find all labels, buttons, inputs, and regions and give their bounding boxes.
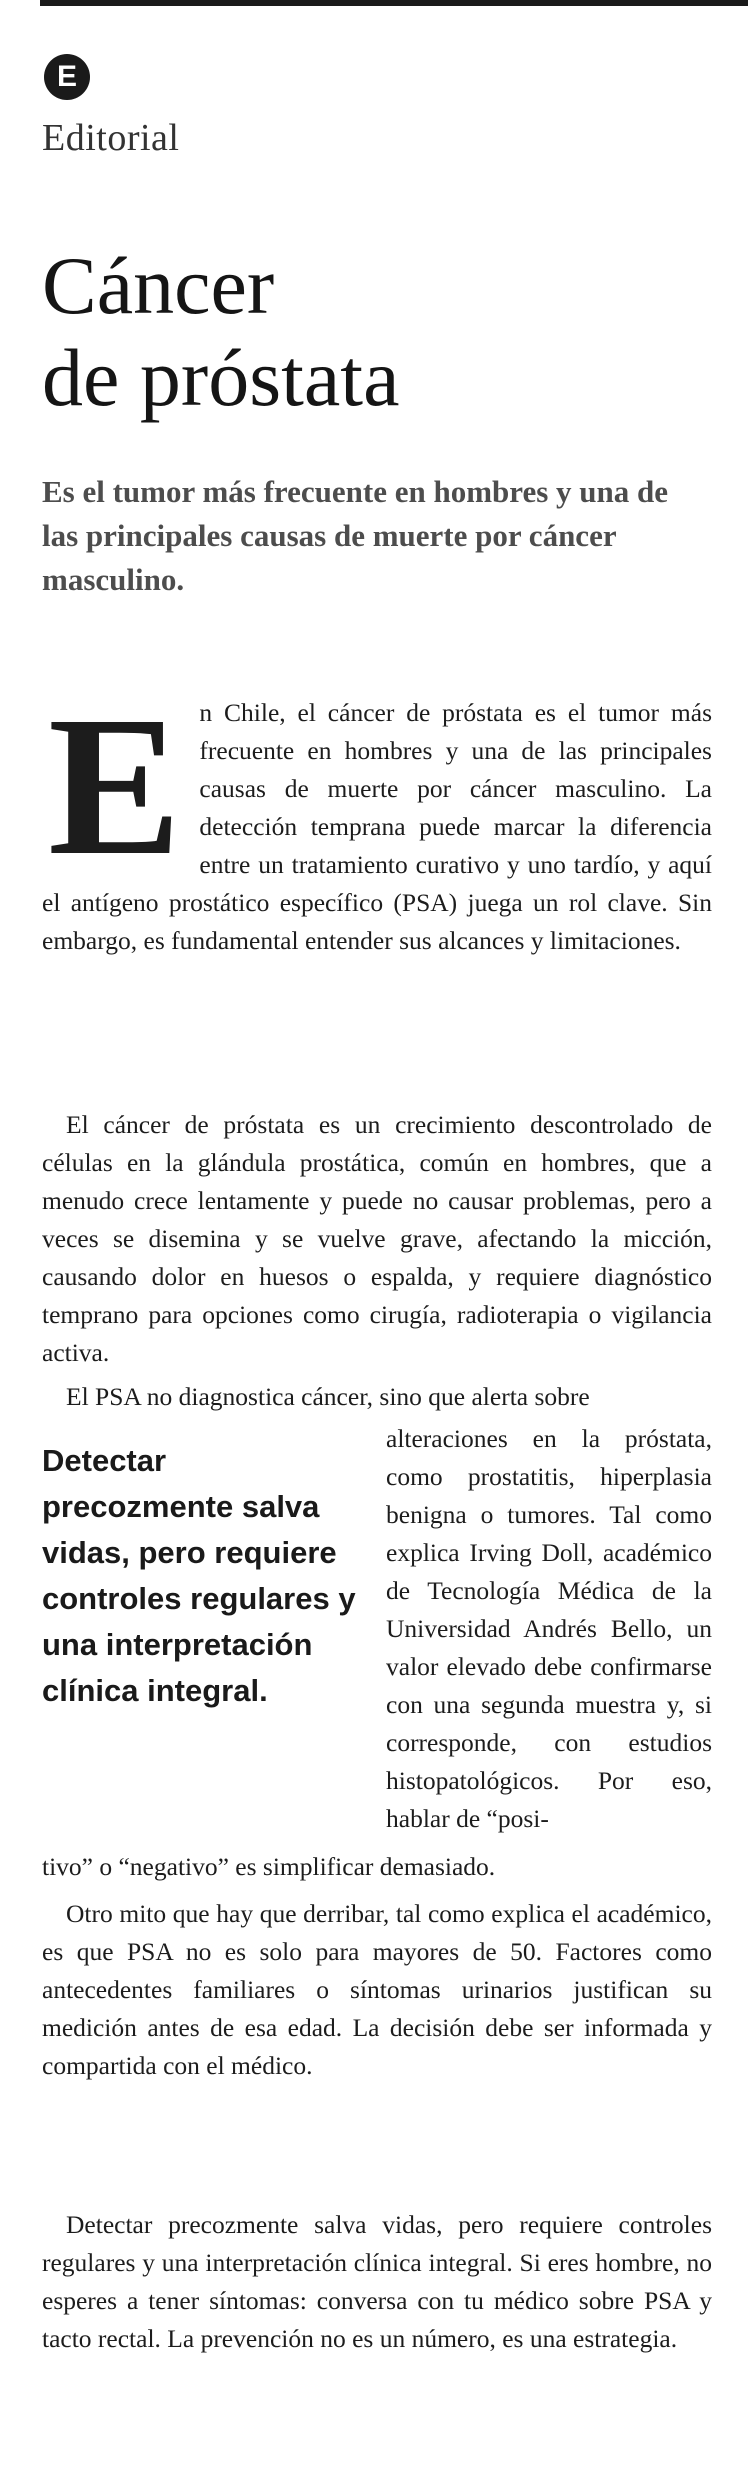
title-line-1: Cáncer bbox=[42, 240, 275, 331]
article-title bbox=[42, 240, 399, 424]
editorial-badge-icon: E bbox=[44, 54, 90, 100]
paragraph-2: El cáncer de próstata es un crecimiento descontrolado de células en la glándula prostática, común en hombres, que a menudo crece lentamente y puede no causar problemas, pero a veces se disemina y se vuelve grave, afectando la micción, causando dolor en huesos o espalda, y requiere diagnóstico temprano para opciones como cirugía, radioterapia o vigilancia activa. bbox=[42, 1110, 712, 1367]
paragraph-3-column: alteraciones en la próstata, como prostatitis, hiperplasia benigna o tumores. Tal como explica Irving Doll, académico de Tecnología Médica de la Universidad Andrés Bello, un valor elevado debe confirmarse con una segunda muestra y, si corresponde, con estudios histopatológicos. Por eso, hablar de “posi- bbox=[386, 1424, 712, 1833]
paragraph-4: Otro mito que hay que derribar, tal como explica el académico, es que PSA no es solo para mayores de 50. Factores como antecedentes familiares o síntomas urinarios justifican su medición antes de esa edad. La decisión debe ser informada y compartida con el médico. bbox=[42, 1899, 712, 2080]
title-line-2: de próstata bbox=[42, 332, 400, 423]
article-lead: Es el tumor más frecuente en hombres y una de las principales causas de muerte por cáncer masculino. bbox=[42, 474, 669, 597]
top-rule bbox=[40, 0, 748, 6]
paragraph-3-end: tivo” o “negativo” es simplificar demasiado. bbox=[42, 1852, 496, 1881]
paragraph-1-text: n Chile, el cáncer de próstata es el tumor más frecuente en hombres y una de las principales causas de muerte por cáncer masculino. La detección temprana puede marcar la diferencia entre un tratamiento curativo y uno tardío, y aquí el antígeno prostático específico (PSA) juega un rol clave. Sin embargo, es fundamental entender sus alcances y limitaciones. bbox=[42, 698, 712, 955]
section-label: Editorial bbox=[42, 117, 180, 159]
drop-cap: E bbox=[48, 676, 182, 897]
pull-quote: Detectar precozmente salva vidas, pero requiere controles regulares y una interpretación clínica integral. bbox=[42, 1443, 356, 1708]
paragraph-5: Detectar precozmente salva vidas, pero requiere controles regulares y una interpretación clínica integral. Si eres hombre, no esperes a tener síntomas: conversa con tu médico sobre PSA y tacto rectal. La prevención no es un número, es una estrategia. bbox=[42, 2210, 712, 2353]
paragraph-3-start: El PSA no diagnostica cáncer, sino que alerta sobre bbox=[66, 1382, 590, 1411]
paragraph-1 bbox=[42, 676, 712, 960]
